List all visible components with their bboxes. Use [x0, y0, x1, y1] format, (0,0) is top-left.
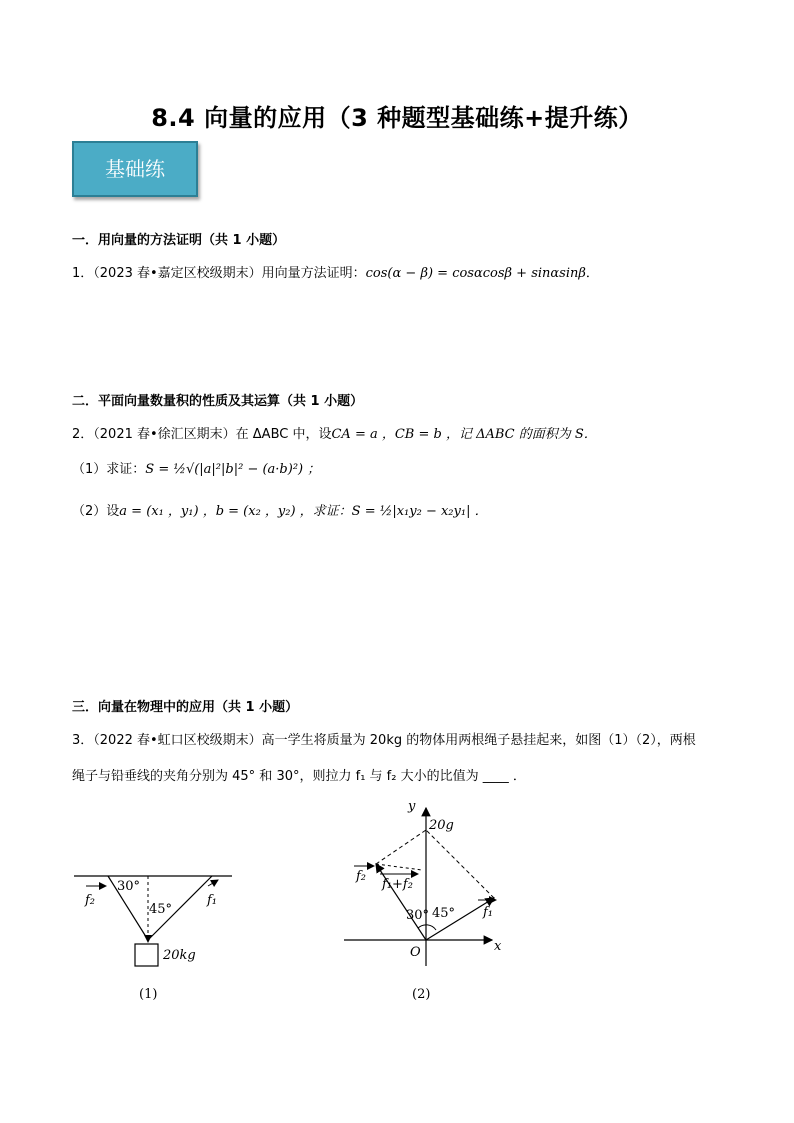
question-3-line-1: 3．（2022 春•虹口区校级期末）高一学生将质量为 20kg 的物体用两根绳子悬挂起来，如图（1）（2），两根: [72, 733, 696, 748]
section-heading-1: 一．用向量的方法证明（共 1 小题）: [72, 233, 286, 248]
section-badge: 基础练: [72, 141, 198, 197]
mass-box: [135, 944, 158, 966]
question-2-part-1-formula: S = ½√(|a|²|b|² − (a·b)²) ；: [145, 462, 321, 477]
question-1-text: 1．（2023 春•嘉定区校级期末）用向量方法证明：: [72, 266, 366, 281]
angle-45-label: 45°: [149, 902, 173, 917]
question-2: [72, 423, 597, 442]
figure-2: [340, 796, 520, 1010]
question-2-part-1: [72, 458, 320, 477]
sum-label: f₁+f₂: [382, 877, 413, 892]
angle-30-label: 30°: [117, 879, 141, 894]
f2-label: f₂: [356, 869, 367, 884]
angle-arc: [418, 925, 436, 930]
x-axis-label: x: [494, 939, 502, 954]
origin-label: O: [410, 945, 421, 960]
question-2-part-2: [72, 500, 488, 519]
angle-30-label: 30°: [406, 908, 430, 923]
question-2-part-1-label: （1）求证：: [72, 462, 146, 477]
question-2-part-2-label: （2）设: [72, 504, 120, 519]
figure-1: [60, 860, 260, 1010]
question-1-formula: cos(α − β) = cosαcosβ + sinαsinβ: [365, 266, 586, 281]
angle-45-label: 45°: [432, 906, 456, 921]
question-3-line-2: 绳子与铅垂线的夹角分别为 45° 和 30°，则拉力 f₁ 与 f₂ 大小的比值为 ____ ．: [72, 769, 526, 784]
figure-2-caption: (2): [412, 987, 431, 1002]
question-1-end: ．: [585, 266, 599, 281]
question-2-text-b: CA = a ，CB = b ，记 ΔABC 的面积为 S．: [331, 427, 597, 442]
f2-label: f₂: [85, 893, 96, 908]
f1-arrow: [208, 880, 218, 886]
f1-label: f₁: [207, 893, 218, 908]
f2-vector: [376, 864, 426, 940]
question-2-part-2-formula: a = (x₁ ，y₁) ，b = (x₂ ，y₂) ，求证：S = ½|x₁y₂ − x₂y₁| ．: [119, 504, 488, 519]
mass-label: 20kg: [163, 948, 196, 963]
figure-1-caption: (1): [139, 987, 158, 1002]
f1-label: f₁: [483, 905, 494, 920]
section-heading-3: 三．向量在物理中的应用（共 1 小题）: [72, 700, 299, 715]
question-1: [72, 262, 599, 281]
question-2-text-a: 2．（2021 春•徐汇区期末）在 ΔABC 中，设: [72, 427, 332, 442]
y-axis-label: y: [408, 799, 416, 814]
sum-guide: [376, 864, 422, 870]
parallelogram-edge-right: [426, 830, 494, 898]
parallelogram-edge-left: [376, 830, 426, 864]
page-title: 8.4 向量的应用（3 种题型基础练+提升练）: [151, 104, 643, 132]
section-heading-2: 二．平面向量数量积的性质及其运算（共 1 小题）: [72, 394, 364, 409]
weight-label: 20g: [429, 818, 454, 833]
